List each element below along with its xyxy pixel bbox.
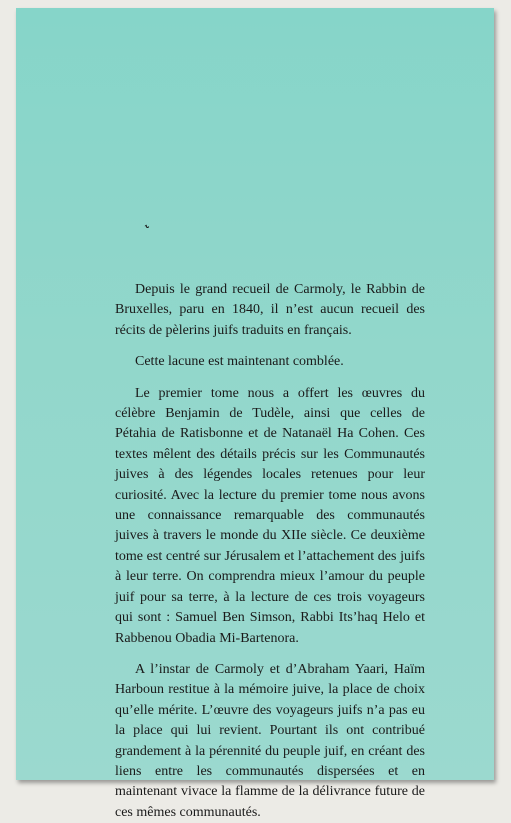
blurb-text [115,280,425,823]
blurb-paragraph-2: Cette lacune est maintenant comblée. [135,354,344,370]
ink-mark: ˞ [145,218,151,235]
blurb-paragraph-1: Depuis le grand recueil de Carmoly, le Rabbin de Bruxelles, paru en 1840, il n’est aucun recueil des récits de pèlerins juifs traduits en français. [115,282,425,338]
blurb-paragraph-4: A l’instar de Carmoly et d’Abraham Yaari, Haïm Harboun restitue à la mémoire juive, la place de choix qu’elle mérite. L’œuvre des voyageurs juifs n’a pas eu la place qui lui revient. Pourtant ils ont contribué grandement à la pérennité du peuple juif, en créant des liens entre les communautés dispersées et en maintenant vivace la flamme de la délivrance future de ces mêmes communautés. [115,661,425,820]
book-back-cover [16,8,494,820]
blurb-paragraph-3: Le premier tome nous a offert les œuvres du célèbre Benjamin de Tudèle, ainsi que celles de Pétahia de Ratisbonne et de Natanaël Ha Cohen. Ces textes mêlent des détails précis sur les Communautés juives à des légendes locales retenues pour leur curiosité. Avec la lecture du premier tome nous avons une connaissance remarquable des communautés juives à travers le monde du XIIe siècle. Ce deuxième tome est centré sur Jérusalem et l’attachement des juifs à leur terre. On comprendra mieux l’amour du peuple juif pour sa terre, à la lecture de ces trois voyageurs qui sont : Samuel Ben Simson, Rabbi Its’haq Helo et Rabbenou Obadia Mi-Bartenora. [115,385,425,646]
